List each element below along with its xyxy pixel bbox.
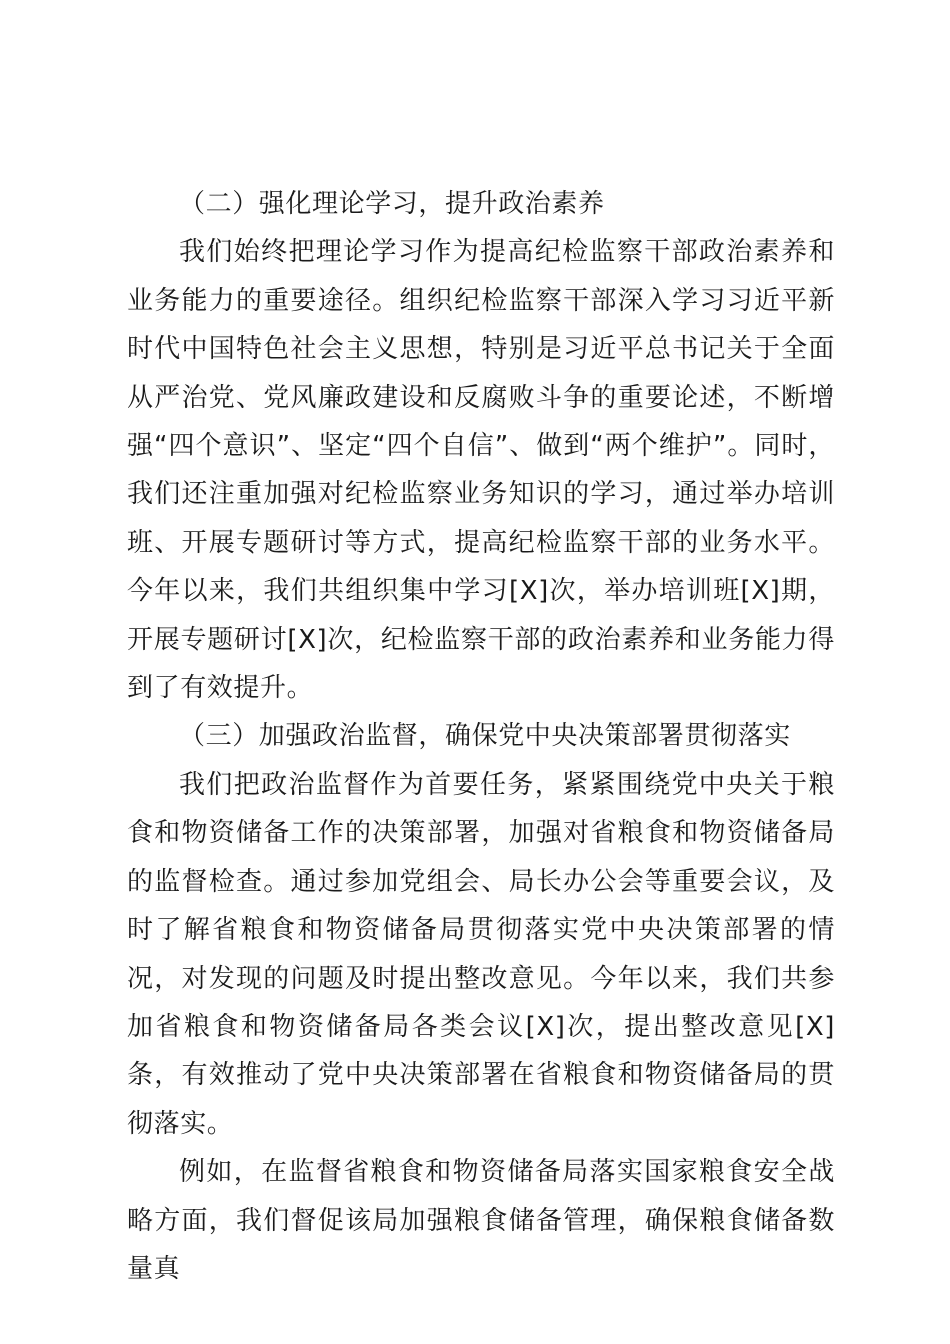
section-heading: （二）强化理论学习，提升政治素养 bbox=[179, 189, 605, 219]
section-2 bbox=[127, 180, 835, 712]
paragraph: 我们把政治监督作为首要任务，紧紧围绕党中央关于粮食和物资储备工作的决策部署，加强对省粮食和物资储备局的监督检查。通过参加党组会、局长办公会等重要会议，及时了解省粮食和物资储备局贯彻落实党中央决策部署的情况，对发现的问题及时提出整改意见。今年以来，我们共参加省粮食和物资储备局各类会议[X]次，提出整改意见[X]条，有效推动了党中央决策部署在省粮食和物资储备局的贯彻落实。 bbox=[127, 769, 835, 1139]
section-3 bbox=[127, 712, 835, 1293]
paragraph: 例如，在监督省粮食和物资储备局落实国家粮食安全战略方面，我们督促该局加强粮食储备管理，确保粮食储备数量真 bbox=[127, 1157, 835, 1284]
paragraph: 我们始终把理论学习作为提高纪检监察干部政治素养和业务能力的重要途径。组织纪检监察干部深入学习习近平新时代中国特色社会主义思想，特别是习近平总书记关于全面从严治党、党风廉政建设和反腐败斗争的重要论述，不断增强“四个意识”、坚定“四个自信”、做到“两个维护”。同时，我们还注重加强对纪检监察业务知识的学习，通过举办培训班、开展专题研讨等方式，提高纪检监察干部的业务水平。今年以来，我们共组织集中学习[X]次，举办培训班[X]期，开展专题研讨[X]次，纪检监察干部的政治素养和业务能力得到了有效提升。 bbox=[127, 237, 836, 704]
document-body bbox=[127, 180, 835, 1293]
section-heading: （三）加强政治监督，确保党中央决策部署贯彻落实 bbox=[179, 721, 791, 752]
